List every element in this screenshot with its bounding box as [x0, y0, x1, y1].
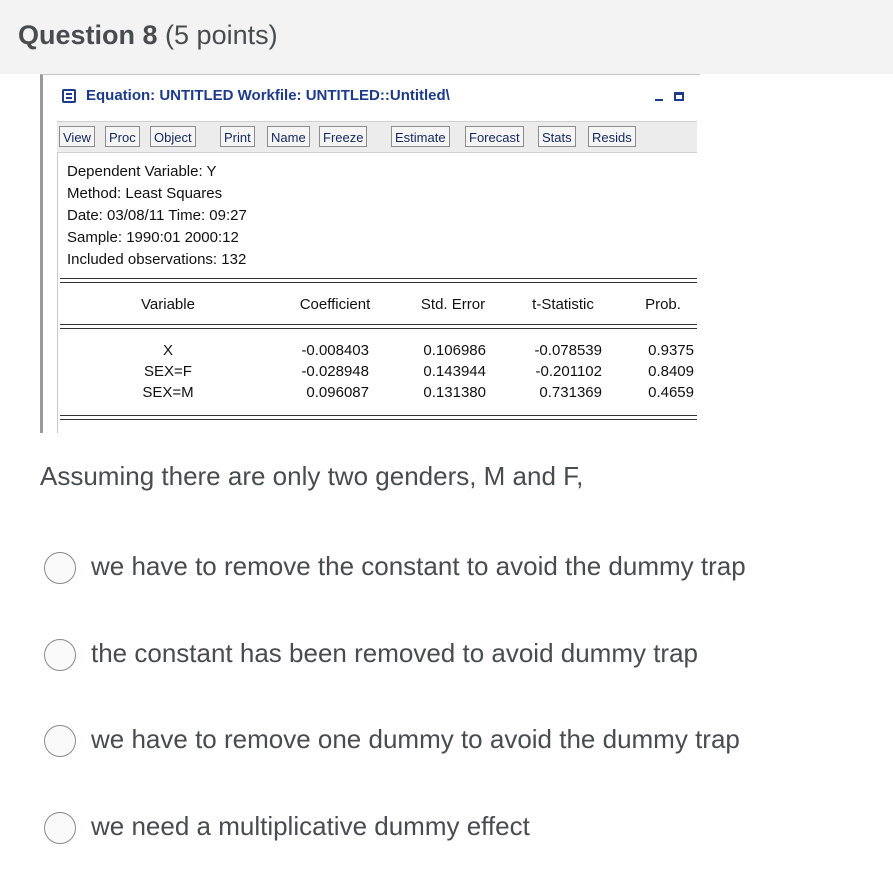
toolbar-estimate-button: Estimate: [391, 126, 450, 147]
minimize-icon: [655, 99, 663, 101]
row-sexm-variable: SEX=M: [142, 384, 194, 401]
window-menu-icon: [62, 89, 76, 103]
answer-option[interactable]: [44, 637, 884, 677]
question-prompt: Assuming there are only two genders, M and F,: [40, 461, 584, 491]
header-prob: Prob.: [645, 296, 681, 313]
answer-option[interactable]: [44, 810, 884, 850]
answer-option-label[interactable]: we need a multiplicative dummy effect: [91, 811, 530, 841]
toolbar-freeze-button: Freeze: [319, 126, 367, 147]
row-sexm-t-statistic: 0.731369: [539, 384, 602, 401]
radio-button[interactable]: [44, 812, 76, 844]
toolbar-proc-button: Proc: [105, 126, 140, 147]
radio-button[interactable]: [44, 639, 76, 671]
toolbar-resids-button: Resids: [588, 126, 636, 147]
answer-option-label[interactable]: the constant has been removed to avoid dummy trap: [91, 638, 699, 668]
row-x-std-error: 0.106986: [423, 342, 486, 359]
row-sexf-std-error: 0.143944: [423, 363, 486, 380]
eviews-toolbar: [57, 121, 697, 153]
toolbar-object-button: Object: [150, 126, 196, 147]
eviews-output: [57, 153, 698, 433]
table-rule: [60, 282, 697, 283]
row-sexm-coefficient: 0.096087: [306, 384, 369, 401]
eviews-equation-screenshot: [40, 74, 700, 433]
row-x-t-statistic: -0.078539: [534, 342, 602, 359]
toolbar-stats-button: Stats: [538, 126, 576, 147]
question-title: [18, 20, 278, 51]
table-rule: [60, 415, 697, 416]
row-sexf-prob: 0.8409: [648, 363, 694, 380]
answer-option[interactable]: [44, 550, 884, 590]
question-header: [0, 0, 893, 74]
header-t-statistic: t-Statistic: [532, 296, 594, 313]
toolbar-forecast-button: Forecast: [465, 126, 524, 147]
row-x-prob: 0.9375: [648, 342, 694, 359]
row-sexf-t-statistic: -0.201102: [535, 363, 602, 380]
radio-button[interactable]: [44, 725, 76, 757]
answer-option[interactable]: [44, 723, 884, 763]
maximize-icon: [674, 92, 684, 101]
row-sexf-variable: SEX=F: [144, 363, 192, 380]
question-points: (5 points): [165, 20, 278, 50]
row-x-variable: X: [162, 342, 173, 359]
header-std-error: Std. Error: [420, 296, 486, 313]
table-rule: [60, 278, 697, 279]
table-rule: [60, 324, 697, 325]
toolbar-print-button: Print: [220, 126, 255, 147]
estimation-method: Method: Least Squares: [67, 185, 223, 202]
eviews-titlebar: [57, 85, 697, 109]
answer-option-label[interactable]: we have to remove one dummy to avoid the dummy trap: [91, 724, 740, 754]
row-sexf-coefficient: -0.028948: [301, 363, 369, 380]
estimation-date: Date: 03/08/11 Time: 09:27: [67, 207, 247, 224]
row-sexm-prob: 0.4659: [648, 384, 694, 401]
sample-range: Sample: 1990:01 2000:12: [67, 229, 239, 246]
toolbar-view-button: View: [59, 126, 95, 147]
eviews-window-title: Equation: UNTITLED Workfile: UNTITLED::Untitled\: [86, 87, 450, 104]
row-x-coefficient: -0.008403: [301, 342, 369, 359]
header-coefficient: Coefficient: [299, 296, 371, 313]
included-observations: Included observations: 132: [67, 251, 247, 268]
answer-option-label[interactable]: we have to remove the constant to avoid the dummy trap: [91, 551, 746, 581]
question-number: Question 8: [18, 20, 158, 50]
header-variable: Variable: [141, 296, 195, 313]
radio-button[interactable]: [44, 552, 76, 584]
table-rule: [60, 419, 697, 420]
table-rule: [60, 328, 697, 329]
dependent-variable: Dependent Variable: Y: [67, 163, 217, 180]
row-sexm-std-error: 0.131380: [423, 384, 486, 401]
toolbar-name-button: Name: [267, 126, 310, 147]
